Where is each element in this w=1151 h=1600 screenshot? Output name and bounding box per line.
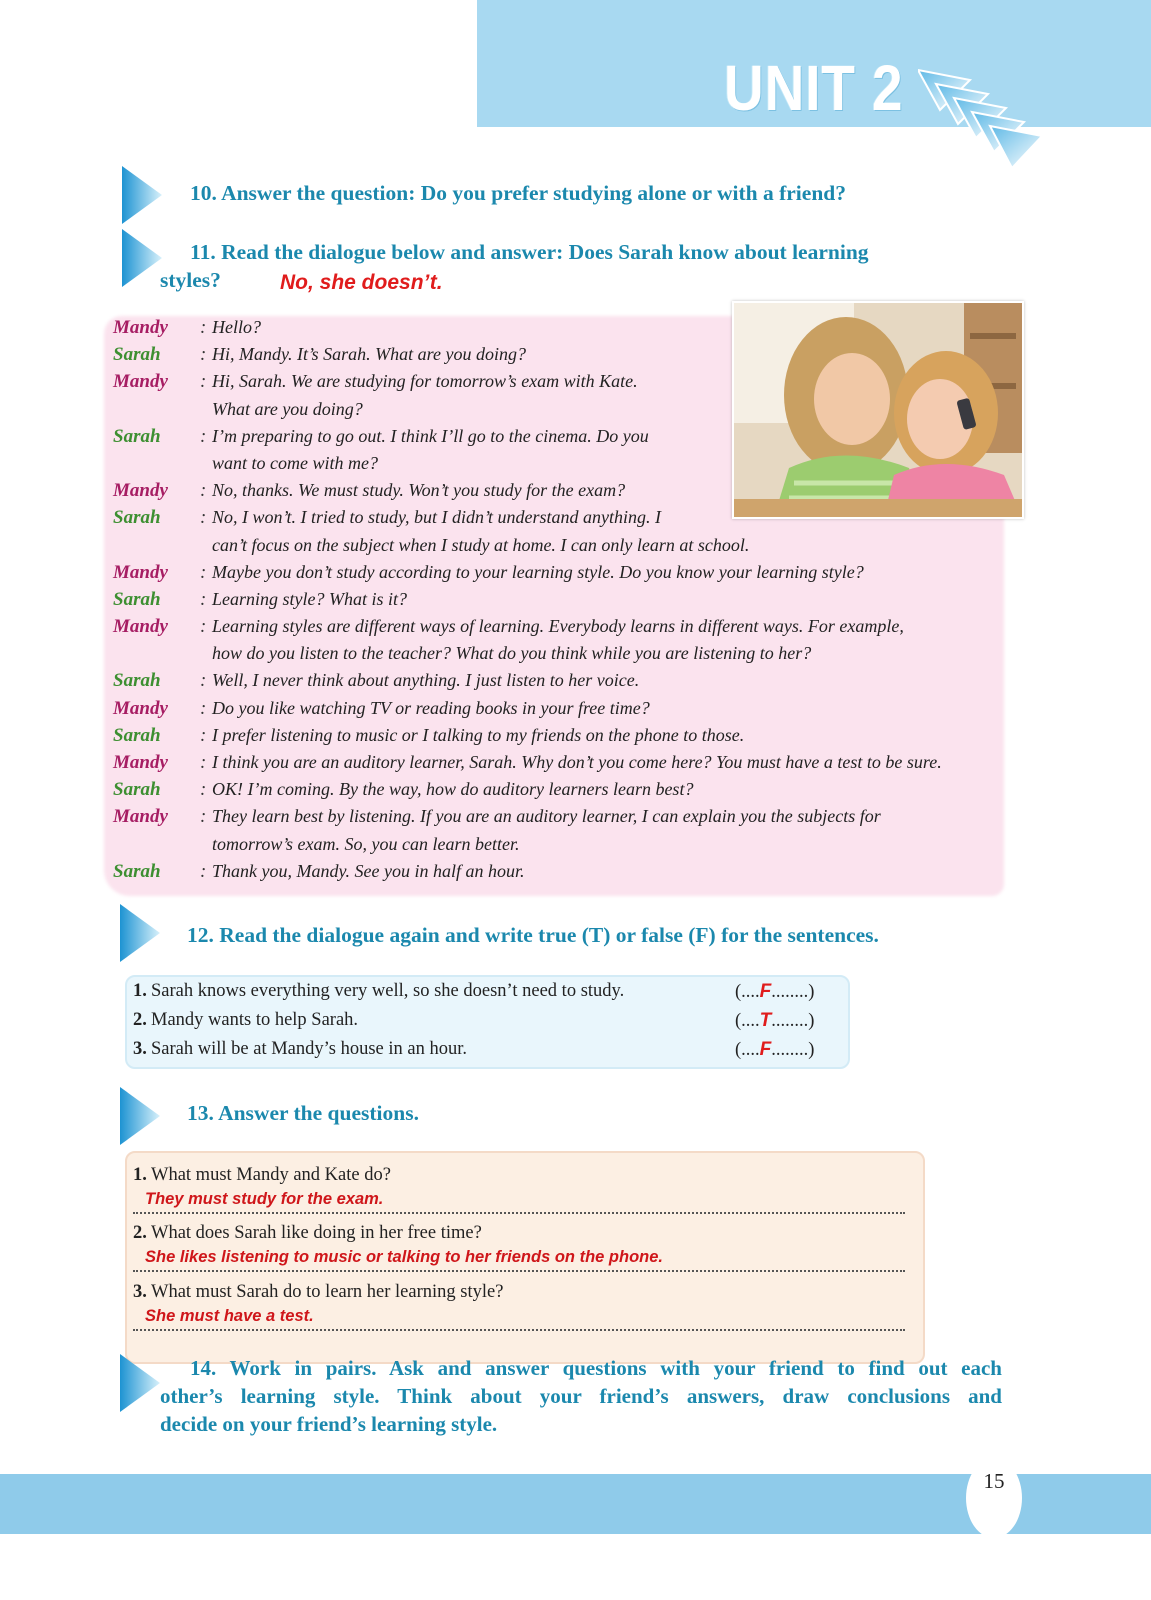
tf-item: [133, 1006, 833, 1035]
dialogue-turn: [110, 586, 1010, 613]
question-item: [133, 1221, 905, 1272]
exercise-14-line: 14. Work in pairs. Ask and answer questions with your friend to find out each: [190, 1356, 1002, 1380]
blank-open: (....: [735, 1011, 760, 1031]
blank-close: ........): [771, 1040, 815, 1060]
dialogue-line: Do you like watching TV or reading books in your free time?: [212, 697, 650, 718]
speaker-separator: :: [200, 507, 207, 529]
blank-close: ........): [771, 1011, 815, 1031]
dialogue-lines: [212, 858, 1010, 885]
answer-blank: [735, 1006, 814, 1036]
exercise-14-text: [160, 1354, 1002, 1438]
item-text: Sarah will be at Mandy’s house in an hour.: [151, 1039, 467, 1059]
exercise-11-title-line1: 11. Read the dialogue below and answer: Does Sarah know about learning: [190, 240, 869, 264]
item-number: 2.: [133, 1010, 147, 1030]
dialogue-line: Hi, Mandy. It’s Sarah. What are you doing?: [212, 344, 526, 365]
true-false-box: [125, 975, 850, 1069]
dialogue-lines: [212, 586, 1010, 613]
item-text: Mandy wants to help Sarah.: [151, 1010, 359, 1030]
dialogue-line: Hi, Sarah. We are studying for tomorrow’s exam with Kate.: [212, 371, 638, 392]
dialogue-line: how do you listen to the teacher? What do you think while you are listening to her?: [212, 643, 812, 664]
dialogue-turn: [110, 314, 1010, 341]
dialogue-lines: [212, 504, 1010, 558]
speaker-name: Sarah: [113, 860, 161, 882]
dialogue-turn: [110, 858, 1010, 885]
dialogue-turn: [110, 423, 1010, 477]
dialogue-line: Learning style? What is it?: [212, 588, 407, 609]
dialogue-turn: [110, 368, 1010, 422]
dialogue-lines: [212, 477, 1010, 504]
speaker-name: Sarah: [113, 779, 161, 801]
dialogue-turn: [110, 667, 1010, 694]
unit-title: UNIT 2: [724, 52, 904, 124]
question-item: [133, 1163, 905, 1214]
dialogue-line: Learning styles are different ways of learning. Everybody learns in different ways. For example,: [212, 616, 904, 637]
question-line: [133, 1221, 905, 1245]
dialogue-line: Well, I never think about anything. I just listen to her voice.: [212, 670, 640, 691]
exercise-arrow-icon: [120, 1087, 160, 1145]
speaker-name: Mandy: [113, 480, 168, 502]
dialogue-turn: [110, 695, 1010, 722]
question-line: [133, 1163, 905, 1187]
speaker-name: Sarah: [113, 425, 161, 447]
item-number: 3.: [133, 1039, 147, 1059]
speaker-name: Sarah: [113, 724, 161, 746]
exercise-arrow-icon: [120, 1354, 160, 1412]
tf-answer: F: [759, 981, 772, 1002]
dialogue-lines: [212, 803, 1010, 857]
dialogue-turn: [110, 559, 1010, 586]
dialogue-line: Hello?: [212, 317, 261, 337]
dialogue-turn: [110, 341, 1010, 368]
exercise-14-line: other’s learning style. Think about your friend’s answers, draw conclusions and: [160, 1384, 1002, 1408]
blank-close: ........): [771, 982, 815, 1002]
question-text: What must Sarah do to learn her learning style?: [151, 1282, 504, 1302]
dialogue-lines: [212, 314, 1010, 341]
exercise-13-title: 13. Answer the questions.: [187, 1101, 419, 1125]
dialogue-lines: [212, 613, 1010, 667]
dialogue-turn: [110, 749, 1010, 776]
exercise-arrow-icon: [122, 229, 162, 287]
exercise-14-line: decide on your friend’s learning style.: [160, 1412, 498, 1436]
question-item: [133, 1280, 905, 1331]
exercise-11-answer: No, she doesn’t.: [280, 271, 443, 294]
answer-blank: [735, 977, 814, 1007]
question-number: 3.: [133, 1282, 147, 1302]
speaker-name: Sarah: [113, 344, 161, 366]
tf-item: [133, 1035, 833, 1064]
speaker-name: Mandy: [113, 752, 168, 773]
dialogue-line: Thank you, Mandy. See you in half an hour.: [212, 860, 525, 881]
dialogue-turn: [110, 803, 1010, 857]
dialogue-lines: [212, 667, 1010, 694]
dialogue-line: I’m preparing to go out. I think I’ll go to the cinema. Do you: [212, 425, 649, 446]
dialogue-turn: [110, 613, 1010, 667]
speaker-name: Sarah: [113, 507, 161, 529]
question-number: 1.: [133, 1165, 147, 1185]
page-number: 15: [966, 1458, 1022, 1538]
speaker-separator: :: [200, 425, 207, 447]
speaker-name: Mandy: [113, 616, 168, 638]
speaker-separator: :: [200, 670, 207, 692]
dialogue-line: OK! I’m coming. By the way, how do auditory learners learn best?: [212, 779, 694, 800]
speaker-separator: :: [200, 806, 207, 828]
question-text: What does Sarah like doing in her free time?: [151, 1223, 482, 1243]
dialogue-line: They learn best by listening. If you are an auditory learner, I can explain you the subjects for: [212, 806, 881, 827]
speaker-separator: :: [200, 752, 207, 773]
dialogue-turn: [110, 722, 1010, 749]
question-text: What must Mandy and Kate do?: [151, 1165, 391, 1185]
exercise-arrow-icon: [122, 166, 162, 224]
speaker-name: Mandy: [113, 561, 168, 583]
dialogue-lines: [212, 722, 1010, 749]
exercise-12-title: 12. Read the dialogue again and write true (T) or false (F) for the sentences.: [187, 923, 879, 947]
speaker-separator: :: [200, 697, 207, 719]
dialogue-line: want to come with me?: [212, 452, 378, 473]
dialogue-turn: [110, 776, 1010, 803]
answer-blank: [735, 1035, 814, 1065]
speaker-separator: :: [200, 860, 207, 882]
dialogue-lines: [212, 559, 1010, 586]
speaker-name: Mandy: [113, 317, 168, 338]
speaker-name: Sarah: [113, 670, 161, 692]
speaker-separator: :: [200, 588, 207, 610]
speaker-separator: :: [200, 371, 207, 393]
dialogue-turn: [110, 504, 1010, 558]
dialogue-lines: [212, 695, 1010, 722]
dialogue-turn: [110, 477, 1010, 504]
tf-answer: F: [759, 1039, 772, 1060]
dialogue-lines: [212, 341, 1010, 368]
answer-line: She likes listening to music or talking to her friends on the phone.: [133, 1245, 905, 1272]
dialogue-lines: [212, 423, 1010, 477]
speaker-separator: :: [200, 317, 207, 338]
dialogue-line: tomorrow’s exam. So, you can learn better.: [212, 833, 520, 854]
answer-line: She must have a test.: [133, 1304, 905, 1331]
dialogue-line: No, thanks. We must study. Won’t you study for the exam?: [212, 480, 626, 501]
item-text: Sarah knows everything very well, so she doesn’t need to study.: [151, 981, 625, 1001]
speaker-name: Mandy: [113, 697, 168, 719]
dialogue-line: can’t focus on the subject when I study at home. I can only learn at school.: [212, 534, 750, 555]
dialogue-line: I think you are an auditory learner, Sarah. Why don’t you come here? You must have a test to be sure.: [212, 752, 942, 772]
speaker-name: Sarah: [113, 588, 161, 610]
dialogue-line: What are you doing?: [212, 398, 363, 419]
speaker-name: Mandy: [113, 371, 168, 393]
dialogue-lines: [212, 776, 1010, 803]
exercise-arrow-icon: [120, 904, 160, 962]
dialogue-lines: [212, 749, 1010, 776]
exercise-10-title: 10. Answer the question: Do you prefer studying alone or with a friend?: [190, 181, 846, 205]
dialogue-lines: [212, 368, 1010, 422]
exercise-11-title-line2: styles?: [160, 268, 221, 292]
tf-item: [133, 977, 833, 1006]
dialogue-line: I prefer listening to music or I talking to my friends on the phone to those.: [212, 724, 745, 745]
unit-arrows-icon: [918, 66, 1068, 178]
question-line: [133, 1280, 905, 1304]
dialogue: [110, 314, 1010, 885]
speaker-separator: :: [200, 779, 207, 801]
speaker-separator: :: [200, 561, 207, 583]
blank-open: (....: [735, 1040, 760, 1060]
answer-line: They must study for the exam.: [133, 1187, 905, 1214]
item-number: 1.: [133, 981, 147, 1001]
speaker-name: Mandy: [113, 806, 168, 828]
speaker-separator: :: [200, 616, 207, 638]
speaker-separator: :: [200, 480, 207, 502]
question-number: 2.: [133, 1223, 147, 1243]
dialogue-line: No, I won’t. I tried to study, but I didn’t understand anything. I: [212, 507, 661, 528]
dialogue-line: Maybe you don’t study according to your learning style. Do you know your learning style?: [212, 561, 864, 582]
speaker-separator: :: [200, 344, 207, 366]
tf-answer: T: [759, 1010, 772, 1031]
blank-open: (....: [735, 982, 760, 1002]
questions-box: [125, 1151, 925, 1364]
speaker-separator: :: [200, 724, 207, 746]
